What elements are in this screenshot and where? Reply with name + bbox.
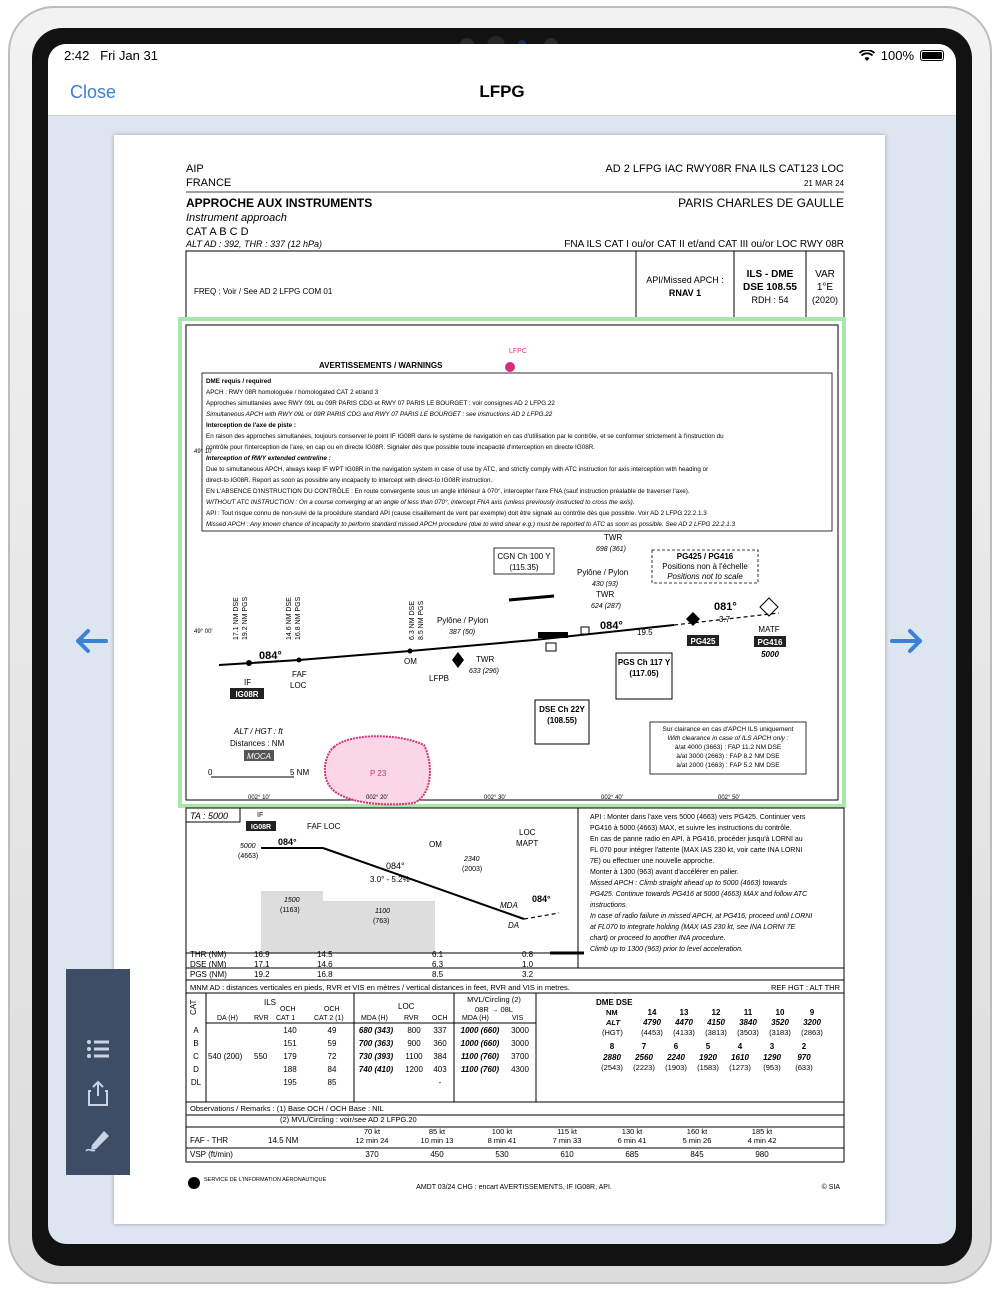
table-cell: 140 bbox=[283, 1026, 297, 1035]
dme-nm-cell: 4 bbox=[737, 1042, 743, 1051]
min-hdr-mda2: MDA (H) bbox=[462, 1015, 489, 1022]
clearance-1: Sur clairance en cas d'APCH ILS uniquement bbox=[662, 726, 794, 733]
speed-cell: 100 kt bbox=[491, 1127, 513, 1136]
api-line: FL 070 pour intégrer l'attente (MAX IAS 230 kt, voir carte INA LORNI bbox=[590, 847, 803, 854]
warning-line: Due to simultaneous APCH, always keep IF WPT IG08R in the navigation system in case of use by ATC, and strictly comply with ATC instruction for axis interception with heading or bbox=[206, 466, 709, 473]
dme-hgt-cell: (633) bbox=[795, 1063, 813, 1072]
dme-alt-cell: 970 bbox=[797, 1053, 811, 1062]
warning-line: Interception de l'axe de piste : bbox=[206, 422, 297, 429]
table-cell: 4300 bbox=[511, 1065, 529, 1074]
dme-nm-cell: 7 bbox=[641, 1042, 647, 1051]
course-081: 081° bbox=[714, 601, 737, 613]
table-cell: 700 (363) bbox=[358, 1039, 394, 1048]
twr3-alt: 633 (296) bbox=[469, 668, 499, 675]
vsp-cell: 980 bbox=[755, 1150, 769, 1159]
min-hdr-mvl: MVL/Circling (2) bbox=[467, 995, 521, 1004]
lon-tick: 002° 10' bbox=[248, 795, 270, 801]
obs-1: Observations / Remarks : (1) Base OCH / OCH Base : NIL bbox=[190, 1104, 384, 1113]
dme-alt: ALT bbox=[606, 1018, 621, 1027]
pgs-label: PGS Ch 117 Y bbox=[617, 658, 671, 667]
battery-percent: 100% bbox=[880, 48, 914, 63]
prof-2003: (2003) bbox=[462, 866, 483, 873]
table-cell: 740 (410) bbox=[358, 1065, 394, 1074]
dme-nm-cell: 9 bbox=[809, 1008, 815, 1017]
dme-nm-cell: 13 bbox=[679, 1008, 689, 1017]
pylone2-label: Pylône / Pylon bbox=[437, 616, 489, 625]
speed-cell: 130 kt bbox=[621, 1127, 643, 1136]
min-hdr-och2b: CAT 2 (1) bbox=[314, 1015, 344, 1022]
sia-name: SERVICE DE L'INFORMATION AÉRONAUTIQUE bbox=[204, 1177, 327, 1183]
chart-canvas bbox=[114, 135, 885, 1224]
table-cell: 403 bbox=[433, 1065, 447, 1074]
table-cell: 800 bbox=[407, 1026, 421, 1035]
prof-mapt: MAPT bbox=[516, 839, 539, 848]
dme-hgt-cell: (1273) bbox=[729, 1063, 751, 1072]
nav-title: LFPG bbox=[479, 82, 525, 101]
dme3b: 8.5 NM PGS bbox=[418, 600, 425, 640]
dme-nm: NM bbox=[606, 1008, 618, 1017]
speed-cell: 85 kt bbox=[428, 1127, 446, 1136]
dist-cell: 19.2 bbox=[254, 970, 270, 979]
course-084: 084° bbox=[259, 650, 282, 662]
dist-cell: 0.8 bbox=[522, 950, 534, 959]
hdr-ref: AD 2 LFPG IAC RWY08R FNA ILS CAT123 LOC bbox=[605, 163, 844, 175]
table-cell: 337 bbox=[433, 1026, 447, 1035]
amdt: AMDT 03/24 CHG : encart AVERTISSEMENTS, IF IG08R, API. bbox=[416, 1184, 612, 1191]
table-cell: 179 bbox=[283, 1052, 297, 1061]
dme-alt-cell: 1290 bbox=[763, 1053, 781, 1062]
api-line: 7E) ou effectuer une nouvelle approche. bbox=[590, 858, 715, 865]
warning-line: Approches simultanées avec RWY 09L ou 09R PARIS CDG et RWY 07 PARIS LE BOURGET : voir consignes AD 2 LFPG.22 bbox=[206, 400, 555, 407]
dist-row-dse: DSE (NM) bbox=[190, 960, 227, 969]
dist-cell: 6.3 bbox=[432, 960, 444, 969]
close-button[interactable]: Close bbox=[70, 82, 117, 102]
vsp-cell: 530 bbox=[495, 1150, 509, 1159]
table-cell: 1200 bbox=[405, 1065, 423, 1074]
speed-table bbox=[356, 1127, 777, 1159]
prof-5000: 5000 bbox=[240, 843, 256, 850]
dme-nm-cell: 11 bbox=[743, 1008, 753, 1017]
dme-hgt-cell: (2863) bbox=[801, 1028, 823, 1037]
p23-label: P 23 bbox=[370, 769, 387, 778]
api-line: En cas de panne radio en API, à PG416, procéder jusqu'à LORNI au bbox=[590, 836, 803, 843]
annotation-toolbar bbox=[66, 969, 130, 1175]
min-hdr-och2: OCH bbox=[324, 1006, 340, 1013]
table-cell: 3000 bbox=[511, 1026, 529, 1035]
dse-label: DSE Ch 22Y bbox=[539, 705, 585, 714]
dme-hgt-cell: (2223) bbox=[633, 1063, 655, 1072]
min-hdr-loc: LOC bbox=[398, 1002, 415, 1011]
alt-ad: ALT AD : 392, THR : 337 (12 hPa) bbox=[186, 239, 323, 249]
table-cell: 195 bbox=[283, 1078, 297, 1087]
min-hdr-cat: CAT bbox=[189, 999, 198, 1015]
speed-cell: 160 kt bbox=[686, 1127, 708, 1136]
table-cell: 84 bbox=[327, 1065, 337, 1074]
warnings-list bbox=[206, 378, 735, 528]
time-cell: 6 min 41 bbox=[617, 1136, 647, 1145]
lfpb-label: LFPB bbox=[429, 674, 450, 683]
speed-cell: 185 kt bbox=[751, 1127, 773, 1136]
moca: MOCA bbox=[247, 752, 271, 761]
dme3: 6.3 NM DSE bbox=[409, 601, 416, 640]
api-line: instructions. bbox=[590, 902, 628, 909]
faf-label: FAF bbox=[292, 670, 307, 679]
min-hdr-rvr2: RVR bbox=[404, 1015, 419, 1022]
pg416-alt: 5000 bbox=[761, 650, 779, 659]
warning-line: API : Tout risque connu de non-suivi de la procédure standard API (cause cisaillement de vent par exemple) doit être signalé au contrôle dès que possible. Voir AD 2 LFPG 22.2.1.3 bbox=[206, 510, 707, 517]
twr3-label: TWR bbox=[476, 655, 495, 664]
prof-4663: (4663) bbox=[238, 853, 259, 860]
prof-1500: 1500 bbox=[284, 897, 300, 904]
api-line: at FL070 to integrate holding (MAX IAS 230 kt, see INA LORNI 7E bbox=[590, 924, 796, 931]
warning-line: Interception of RWY extended centreline : bbox=[206, 455, 331, 462]
pg416-label: PG416 bbox=[757, 638, 783, 647]
warning-line: direct-to IG08R. Report as soon as possible any incapacity to intercept with direct-to IG08R instruction. bbox=[206, 477, 493, 484]
dme-hgt-cell: (4453) bbox=[641, 1028, 663, 1037]
prof-glide: 3.0° - 5.2% bbox=[370, 875, 410, 884]
table-cell: 3700 bbox=[511, 1052, 529, 1061]
om-label: OM bbox=[404, 657, 417, 666]
pen-annotate-icon[interactable] bbox=[84, 1127, 112, 1155]
clearance-3: à/at 4000 (3663) : FAP 11.2 NM DSE bbox=[674, 744, 782, 751]
dme-alt-cell: 1920 bbox=[699, 1053, 717, 1062]
dist-cell: 3.2 bbox=[522, 970, 534, 979]
dse-freq2: (108.55) bbox=[547, 716, 577, 725]
prof-da: DA bbox=[508, 921, 520, 930]
api-line: In case of radio failure in missed APCH, at PG416, proceed until LORNI bbox=[590, 913, 813, 920]
approach-chart-page bbox=[114, 135, 885, 1224]
dme-nm-cell: 2 bbox=[801, 1042, 807, 1051]
dme-hgt-cell: (4133) bbox=[673, 1028, 695, 1037]
prof-ig08r: IG08R bbox=[250, 824, 272, 831]
time-cell: 4 min 42 bbox=[747, 1136, 777, 1145]
dme-nm-cell: 14 bbox=[647, 1008, 657, 1017]
rvr-value: 550 bbox=[254, 1052, 268, 1061]
table-cell: 72 bbox=[327, 1052, 337, 1061]
chart-cat: CAT A B C D bbox=[186, 226, 249, 238]
dme-alt-cell: 4470 bbox=[675, 1018, 693, 1027]
next-page-arrow-icon[interactable] bbox=[888, 626, 924, 656]
hdr-date: 21 MAR 24 bbox=[803, 179, 844, 188]
pylone2-alt: 387 (50) bbox=[449, 629, 476, 636]
lon-tick: 002° 20' bbox=[366, 795, 388, 801]
dme-hgt-cell: (2543) bbox=[601, 1063, 623, 1072]
dme-alt-cell: 3840 bbox=[739, 1018, 757, 1027]
lat-top: 49° 10' bbox=[194, 449, 213, 455]
api-line: PG425. Continue towards PG416 at 5000 (4663) MAX and follow ATC bbox=[590, 891, 808, 898]
dse-freq: DSE 108.55 bbox=[743, 282, 797, 293]
dme-hgt-cell: (1903) bbox=[665, 1063, 687, 1072]
battery-icon bbox=[920, 50, 944, 61]
clearance-5: à/at 2000 (1663) : FAP 5.2 NM DSE bbox=[676, 762, 780, 769]
lfpb-airport-icon bbox=[452, 652, 464, 668]
missed-approach-text bbox=[590, 814, 812, 953]
dist-195: 19.5 bbox=[637, 628, 653, 637]
twr1-label: TWR bbox=[604, 533, 623, 542]
lat-bot: 49° 00' bbox=[194, 629, 213, 635]
min-hdr-och1b: CAT 1 bbox=[276, 1015, 296, 1022]
dme-alt-cell: 2240 bbox=[667, 1053, 685, 1062]
scale-5: 5 NM bbox=[290, 768, 310, 777]
vsp-cell: 450 bbox=[430, 1150, 444, 1159]
table-cell: 1000 (660) bbox=[460, 1026, 500, 1035]
table-cell: 188 bbox=[283, 1065, 297, 1074]
lon-tick: 002° 40' bbox=[601, 795, 623, 801]
pgs-freq: (117.05) bbox=[629, 669, 659, 678]
wifi-icon bbox=[859, 50, 875, 62]
min-row-cat: A bbox=[193, 1026, 199, 1035]
min-hdr-mvl2: 08R → 08L bbox=[475, 1005, 513, 1014]
dist-cell: 14.6 bbox=[317, 960, 333, 969]
table-cell: 3000 bbox=[511, 1039, 529, 1048]
dme-table bbox=[601, 1008, 823, 1072]
pg-box-fr: Positions non à l'échelle bbox=[662, 562, 748, 571]
var-value: 1°E bbox=[816, 282, 834, 293]
api-line: Climb up to 1300 (963) prior to level acceleration. bbox=[590, 946, 743, 953]
status-time-date: 2:42 Fri Jan 31 bbox=[64, 48, 158, 63]
previous-page-arrow-icon[interactable] bbox=[74, 626, 110, 656]
warning-line: EN L'ABSENCE D'INSTRUCTION DU CONTRÔLE : En route convergente sous un angle inférieur à 070°, intercepter l'axe FNA (sauf instruction préalable de traverser l'axe). bbox=[206, 488, 690, 495]
cgn-label: CGN Ch 100 Y bbox=[497, 552, 551, 561]
min-hdr-mda: MDA (H) bbox=[361, 1015, 388, 1022]
table-cell: 1100 (760) bbox=[460, 1052, 500, 1061]
mnm-text: MNM AD : distances verticales en pieds, RVR et VIS en mètres / vertical distances in feet, RVR and VIS in metres. bbox=[190, 983, 570, 992]
lfpc-icon bbox=[505, 362, 515, 372]
dist-row-pgs: PGS (NM) bbox=[190, 970, 227, 979]
clearance-2: With clearance in case of ILS APCH only : bbox=[667, 735, 789, 742]
prof-1100: 1100 bbox=[375, 908, 391, 915]
min-row-cat: DL bbox=[190, 1078, 202, 1087]
dme-hgt-cell: (953) bbox=[763, 1063, 781, 1072]
prof-084b: 084° bbox=[386, 861, 405, 871]
dist-cell: 14.5 bbox=[317, 950, 333, 959]
pg-box-en: Positions not to scale bbox=[667, 572, 743, 581]
min-row-cat: B bbox=[193, 1039, 199, 1048]
ref-hgt: REF HGT : ALT THR bbox=[770, 983, 840, 992]
dme-alt-cell: 2880 bbox=[603, 1053, 621, 1062]
nav-bar bbox=[48, 68, 956, 116]
cgn-freq: (115.35) bbox=[509, 563, 539, 572]
status-bar bbox=[48, 44, 956, 68]
api-value: RNAV 1 bbox=[668, 288, 702, 298]
api-line: Monter à 1300 (963) avant d'accélérer en palier. bbox=[590, 869, 739, 876]
freq-text: FREQ : Voir / See AD 2 LFPG COM 01 bbox=[194, 287, 333, 296]
da-value: 540 (200) bbox=[208, 1052, 243, 1061]
table-cell: 900 bbox=[407, 1039, 421, 1048]
min-hdr-ils: ILS bbox=[264, 998, 277, 1007]
table-cell: 1100 bbox=[405, 1052, 423, 1061]
pylone1-label: Pylône / Pylon bbox=[577, 568, 629, 577]
copyright: © SIA bbox=[821, 1184, 840, 1191]
time-cell: 5 min 26 bbox=[682, 1136, 712, 1145]
matf-label: MATF bbox=[758, 625, 780, 634]
api-line: API : Monter dans l'axe vers 5000 (4663) vers PG425. Continuer vers bbox=[590, 814, 806, 821]
warnings-title: AVERTISSEMENTS / WARNINGS bbox=[319, 361, 443, 370]
table-cell: 680 (343) bbox=[358, 1026, 394, 1035]
prof-1163: (1163) bbox=[280, 907, 300, 914]
hdr-aip: AIP bbox=[186, 163, 204, 175]
table-cell: 730 (393) bbox=[358, 1052, 394, 1061]
dme-alt-cell: 2560 bbox=[635, 1053, 653, 1062]
dist-cell: 16.9 bbox=[254, 950, 270, 959]
chart-title: APPROCHE AUX INSTRUMENTS bbox=[186, 196, 373, 210]
prof-om: OM bbox=[429, 840, 442, 849]
dme-alt-cell: 3200 bbox=[803, 1018, 821, 1027]
ils-dme: ILS - DME bbox=[746, 269, 794, 280]
distances: Distances : NM bbox=[230, 739, 285, 748]
vsp-cell: 845 bbox=[690, 1150, 704, 1159]
clearance-4: à/at 3000 (2663) : FAP 8.2 NM DSE bbox=[676, 753, 780, 760]
dist-cell: 8.5 bbox=[432, 970, 444, 979]
twr2-alt: 624 (287) bbox=[591, 603, 621, 610]
prof-if: IF bbox=[257, 812, 264, 819]
table-cell: 49 bbox=[327, 1026, 337, 1035]
prof-loc: LOC bbox=[519, 828, 536, 837]
table-cell: 85 bbox=[327, 1078, 337, 1087]
table-cell: 1100 (760) bbox=[460, 1065, 500, 1074]
distance-rows bbox=[190, 950, 534, 979]
share-icon[interactable] bbox=[84, 1079, 112, 1107]
dme2: 14.6 NM DSE bbox=[286, 597, 293, 640]
dist-37: 3.7 bbox=[719, 615, 731, 624]
lfpc-label: LFPC bbox=[509, 348, 527, 355]
sia-logo-icon bbox=[188, 1177, 200, 1189]
dist-cell: 6.1 bbox=[432, 950, 444, 959]
table-cell: 384 bbox=[433, 1052, 447, 1061]
obs-2: (2) MVL/Circling : voir/see AD 2 LFPG.20 bbox=[280, 1115, 417, 1124]
vsp-cell: 610 bbox=[560, 1150, 574, 1159]
dme-hgt-cell: (3813) bbox=[705, 1028, 727, 1037]
dist-cell: 16.8 bbox=[317, 970, 333, 979]
prof-084a: 084° bbox=[278, 837, 297, 847]
dme-alt-cell: 3520 bbox=[771, 1018, 789, 1027]
twr2-label: TWR bbox=[596, 590, 615, 599]
app-screen bbox=[48, 44, 956, 1244]
hdr-france: FRANCE bbox=[186, 177, 232, 189]
time-cell: 10 min 13 bbox=[420, 1136, 454, 1145]
dme-nm-cell: 8 bbox=[609, 1042, 615, 1051]
var-year: (2020) bbox=[811, 295, 839, 305]
list-icon[interactable] bbox=[84, 1035, 112, 1063]
scale-0: 0 bbox=[208, 768, 213, 777]
lon-tick: 002° 50' bbox=[718, 795, 740, 801]
faf-thr-nm: 14.5 NM bbox=[268, 1136, 299, 1145]
warning-line: En raison des approches simultanées, toujours conserver le point IF IG08R dans le système de navigation en cas d'utilisation par le contrôle, et se conformer strictement à l'instruction du bbox=[206, 433, 724, 440]
vsp-cell: 685 bbox=[625, 1150, 639, 1159]
dme-nm-cell: 12 bbox=[711, 1008, 721, 1017]
prof-mda: MDA bbox=[500, 901, 518, 910]
dme-hgt-cell: (3183) bbox=[769, 1028, 791, 1037]
table-cell: 1000 (660) bbox=[460, 1039, 500, 1048]
warning-line: contrôle pour l'interception de l'axe, en cap ou en directe IG08R. Signaler dès que possible toute incapacité d'interception en directe IG08R. bbox=[206, 444, 596, 451]
api-line: PG416 à 5000 (4663) MAX, et suivre les instructions du contrôle. bbox=[590, 825, 792, 832]
status-right bbox=[859, 48, 944, 63]
course-084-b: 084° bbox=[600, 620, 623, 632]
dist-cell: 17.1 bbox=[254, 960, 270, 969]
time-cell: 8 min 41 bbox=[487, 1136, 517, 1145]
dme-title: DME DSE bbox=[596, 998, 633, 1007]
pylone1-alt: 430 (93) bbox=[592, 581, 619, 588]
dme-hgt-cell: (1583) bbox=[697, 1063, 719, 1072]
warning-line: DME requis / required bbox=[206, 378, 272, 385]
pg-box-title: PG425 / PG416 bbox=[676, 552, 734, 561]
faf-thr: FAF - THR bbox=[190, 1136, 229, 1145]
dme1: 17.1 NM DSE bbox=[233, 597, 240, 640]
twr1-alt: 698 (361) bbox=[596, 546, 626, 553]
dme-hgt-cell: (3503) bbox=[737, 1028, 759, 1037]
warning-line: Simultaneous APCH with RWY 09L or 09R PARIS CDG and RWY 07 PARIS LE BOURGET : see instructions AD 2 LFPG.22 bbox=[206, 411, 553, 418]
api-line: chart) or proceed to another INA procedure. bbox=[590, 935, 726, 942]
prof-2340: 2340 bbox=[464, 856, 480, 863]
dme-nm-cell: 10 bbox=[775, 1008, 785, 1017]
alt-hgt: ALT / HGT : ft bbox=[234, 727, 283, 736]
warning-line: APCH : RWY 08R homologuée / homologated CAT 2 et/and 3 bbox=[206, 389, 379, 396]
table-cell: - bbox=[438, 1078, 442, 1087]
dme-alt-cell: 4790 bbox=[643, 1018, 661, 1027]
dme-nm-cell: 6 bbox=[673, 1042, 679, 1051]
time-cell: 7 min 33 bbox=[552, 1136, 582, 1145]
warning-line: Missed APCH : Any known chance of incapacity to perform standard missed APCH procedure (due to wind shear e.g.) must be reported to ATC as soon as possible. See AD 2 LFPG 22.2.1.3 bbox=[206, 521, 735, 528]
dist-row-thr: THR (NM) bbox=[190, 950, 227, 959]
vsp-label: VSP (ft/min) bbox=[190, 1150, 233, 1159]
table-cell: 360 bbox=[433, 1039, 447, 1048]
dme1b: 19.2 NM PGS bbox=[242, 596, 249, 640]
airport-name: PARIS CHARLES DE GAULLE bbox=[678, 196, 844, 210]
loc-label: LOC bbox=[290, 681, 307, 690]
speed-cell: 70 kt bbox=[363, 1127, 381, 1136]
table-cell: 59 bbox=[327, 1039, 337, 1048]
if-label: IF bbox=[244, 678, 252, 687]
dme2b: 16.8 NM PGS bbox=[295, 596, 302, 640]
prof-fafloc: FAF LOC bbox=[307, 822, 341, 831]
warning-line: WITHOUT ATC INSTRUCTION : On a course converging at an angle of less than 070°, intercept FNA axis (unless previously instructed to cross the axis). bbox=[206, 499, 635, 506]
prof-763: (763) bbox=[373, 918, 390, 925]
api-line: Missed APCH : Climb straight ahead up to 5000 (4663) towards bbox=[590, 880, 788, 887]
dme-alt-cell: 1610 bbox=[731, 1053, 749, 1062]
min-hdr-rvr: RVR bbox=[254, 1015, 269, 1022]
dme-nm-cell: 3 bbox=[769, 1042, 775, 1051]
time-cell: 12 min 24 bbox=[355, 1136, 389, 1145]
prof-084c: 084° bbox=[532, 894, 551, 904]
min-row-cat: D bbox=[193, 1065, 199, 1074]
pg425-label: PG425 bbox=[690, 637, 716, 646]
min-hdr-vis: VIS bbox=[512, 1015, 524, 1022]
dme-hgt: (HGT) bbox=[602, 1028, 623, 1037]
dist-cell: 1.0 bbox=[522, 960, 534, 969]
vsp-cell: 370 bbox=[365, 1150, 379, 1159]
table-cell: 151 bbox=[283, 1039, 297, 1048]
min-hdr-da: DA (H) bbox=[217, 1015, 238, 1022]
dme-alt-cell: 4150 bbox=[707, 1018, 725, 1027]
api-label: API/Missed APCH : bbox=[646, 275, 724, 285]
ig08r-label: IG08R bbox=[235, 690, 259, 699]
chart-title-en: Instrument approach bbox=[186, 212, 287, 224]
lon-tick: 002° 30' bbox=[484, 795, 506, 801]
min-row-cat: C bbox=[193, 1052, 199, 1061]
procedure-name: FNA ILS CAT I ou/or CAT II et/and CAT III ou/or LOC RWY 08R bbox=[564, 239, 844, 250]
dme-nm-cell: 5 bbox=[705, 1042, 711, 1051]
var-label: VAR bbox=[815, 269, 835, 280]
min-hdr-och3: OCH bbox=[432, 1015, 448, 1022]
speed-cell: 115 kt bbox=[557, 1127, 577, 1136]
min-hdr-och1: OCH bbox=[280, 1006, 296, 1013]
rdh: RDH : 54 bbox=[751, 295, 789, 305]
ta-label: TA : 5000 bbox=[190, 811, 229, 821]
